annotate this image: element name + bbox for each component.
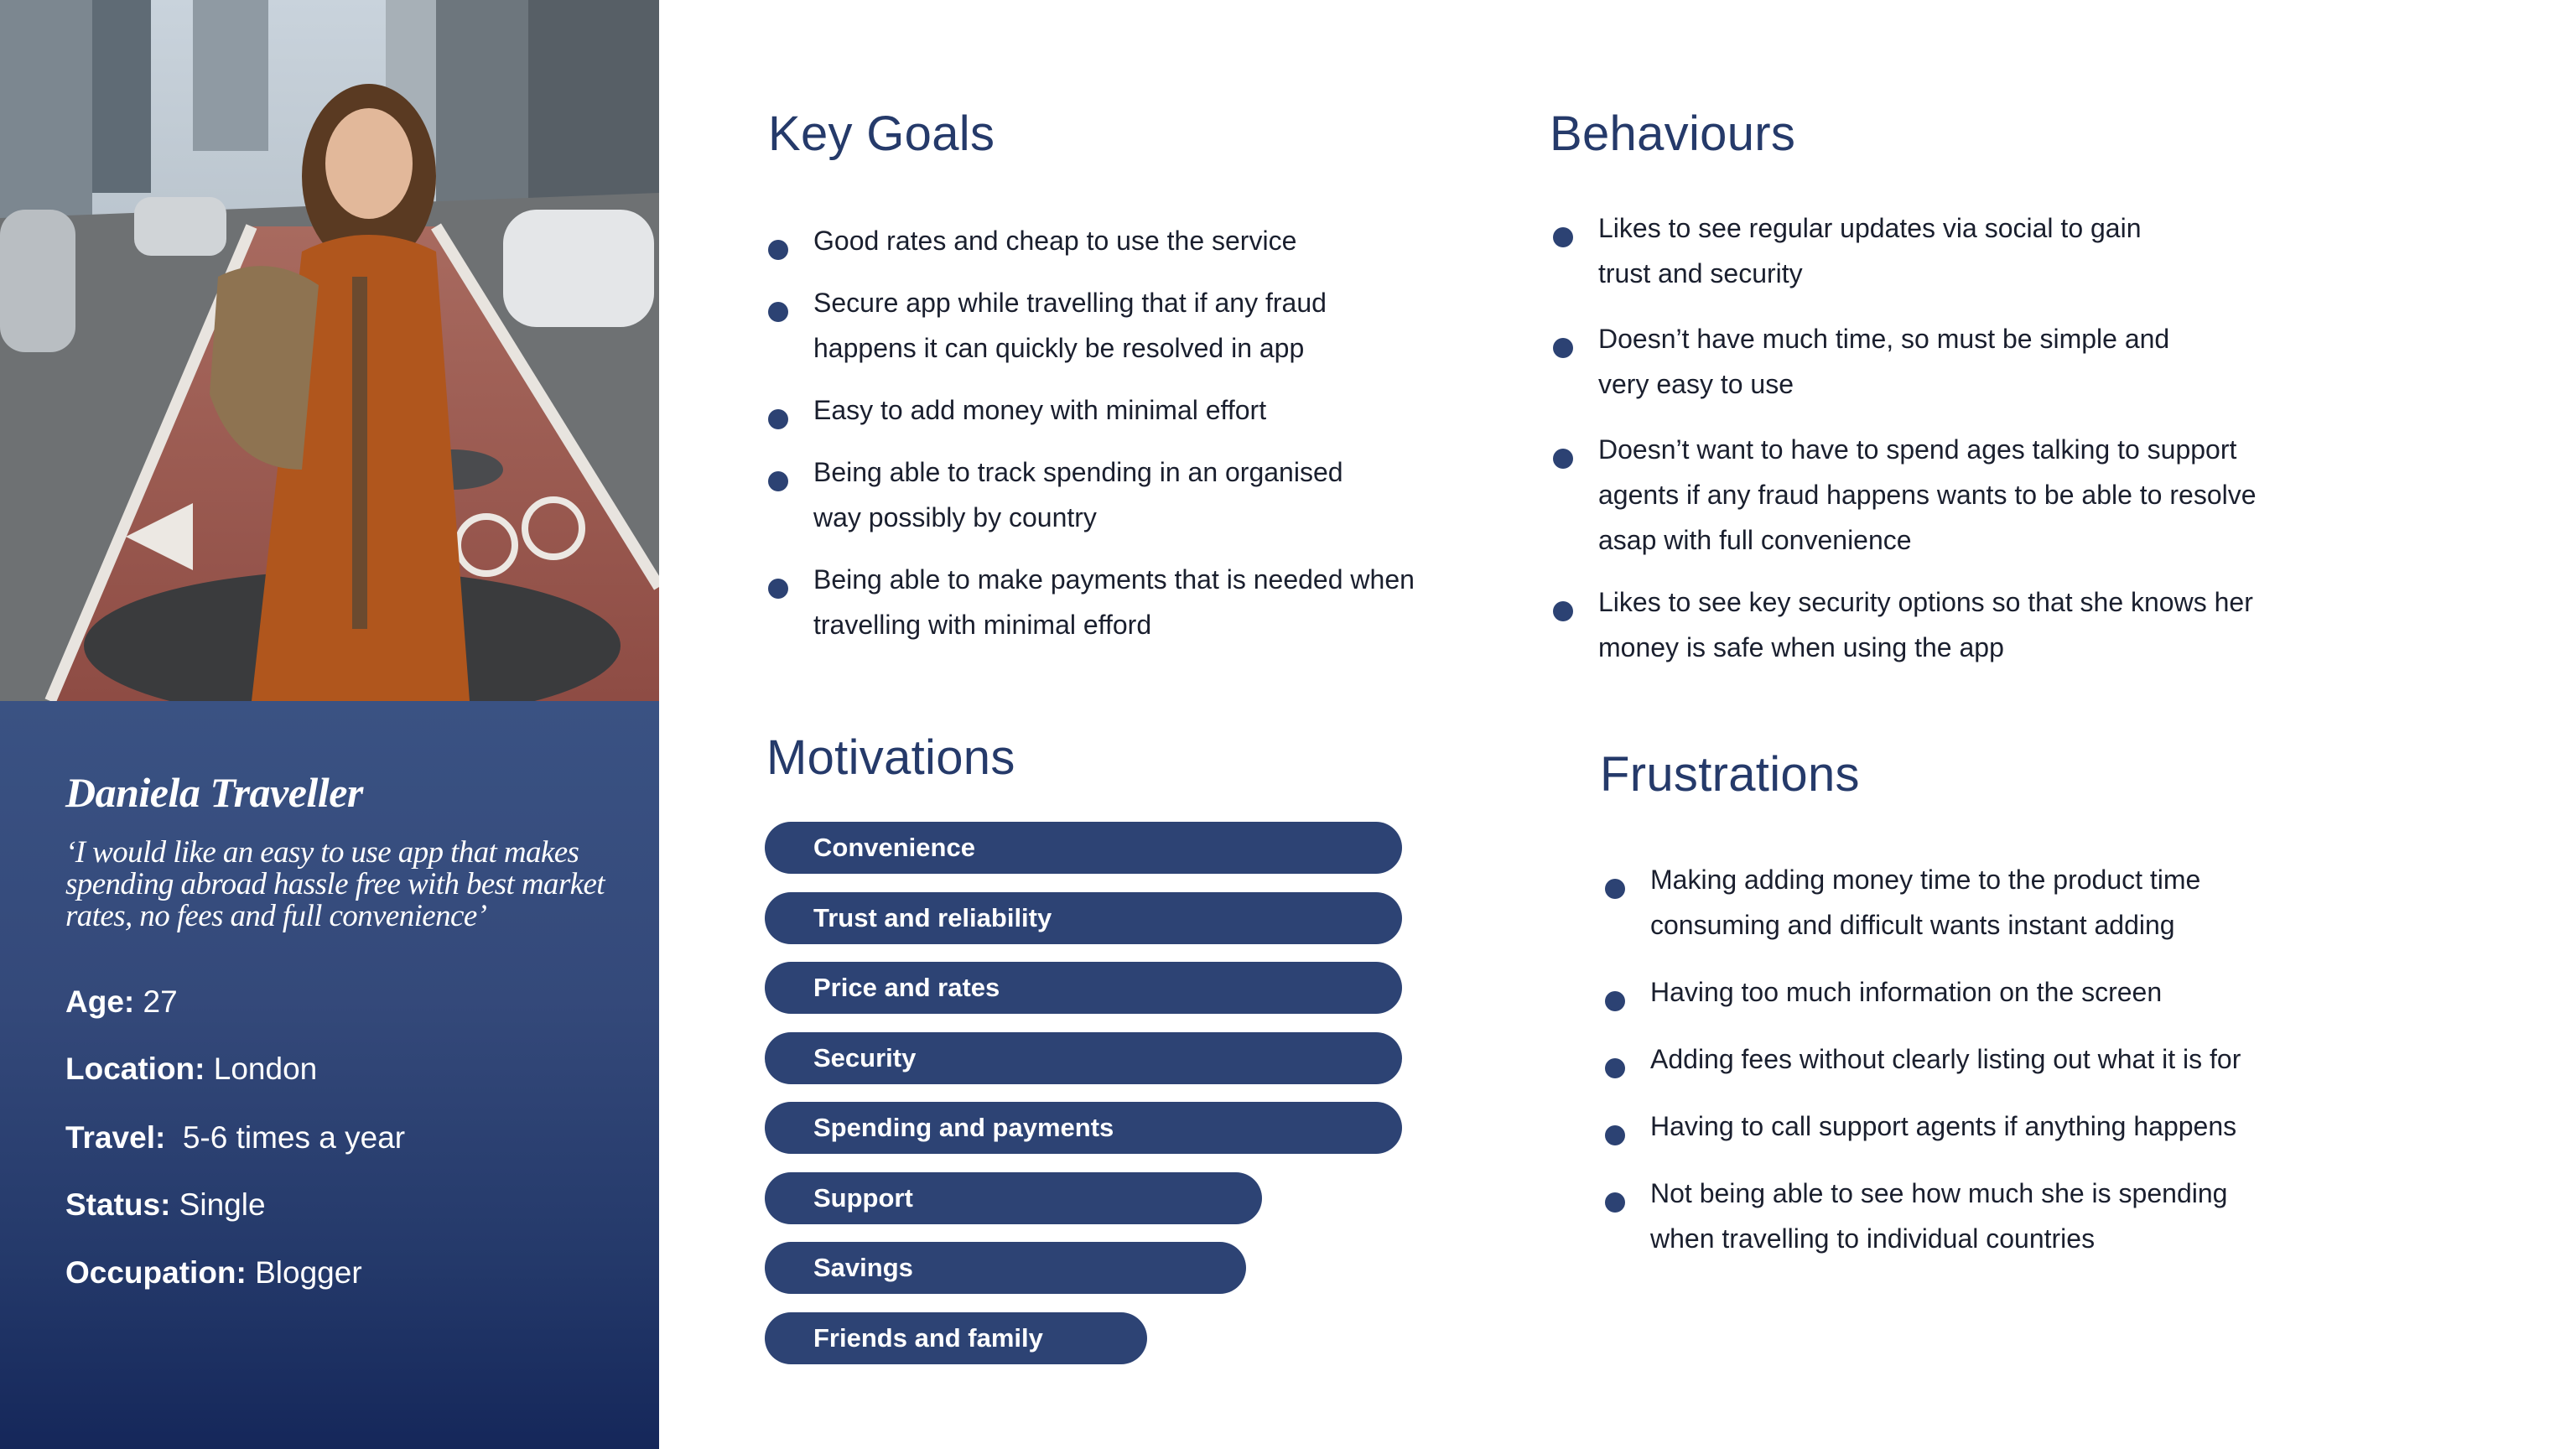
bullet-icon bbox=[1553, 338, 1573, 358]
bullet-icon bbox=[1605, 1058, 1625, 1078]
motivations-heading: Motivations bbox=[766, 730, 1015, 785]
detail-occupation: Occupation: Blogger bbox=[65, 1255, 362, 1290]
detail-age: Age: 27 bbox=[65, 984, 178, 1019]
bullet-icon bbox=[768, 240, 788, 260]
motivation-label: Spending and payments bbox=[813, 1113, 1114, 1142]
bullet-icon bbox=[768, 302, 788, 322]
bullet-icon bbox=[1605, 991, 1625, 1011]
motivation-bar bbox=[765, 892, 1402, 944]
list-item: Easy to add money with minimal effort bbox=[813, 387, 1484, 433]
persona-profile bbox=[0, 701, 659, 1449]
bullet-icon bbox=[768, 409, 788, 429]
behaviours-list bbox=[1598, 205, 2353, 670]
motivation-label: Friends and family bbox=[813, 1323, 1043, 1353]
motivation-bar bbox=[765, 1242, 1246, 1294]
list-item: Doesn’t have much time, so must be simple and very easy to use bbox=[1598, 316, 2353, 407]
persona-photo bbox=[0, 0, 659, 701]
frustrations-heading: Frustrations bbox=[1600, 747, 1860, 802]
motivation-bar bbox=[765, 1312, 1147, 1364]
bullet-icon bbox=[768, 579, 788, 599]
detail-status: Status: Single bbox=[65, 1187, 266, 1222]
persona-panel bbox=[0, 0, 659, 1449]
motivation-label: Support bbox=[813, 1183, 913, 1213]
list-item: Being able to track spending in an organised way possibly by country bbox=[813, 449, 1484, 540]
bullet-icon bbox=[768, 471, 788, 491]
motivation-bar bbox=[765, 1102, 1402, 1154]
bullet-icon bbox=[1553, 449, 1573, 469]
list-item: Likes to see key security options so that she knows her money is safe when using the app bbox=[1598, 579, 2353, 670]
motivation-label: Convenience bbox=[813, 833, 975, 862]
list-item: Doesn’t want to have to spend ages talking to support agents if any fraud happens wants to be able to resolve asap with full convenience bbox=[1598, 427, 2353, 563]
motivation-bar bbox=[765, 1032, 1402, 1084]
motivation-label: Trust and reliability bbox=[813, 903, 1052, 932]
motivation-bar bbox=[765, 822, 1402, 874]
list-item: Having too much information on the screen bbox=[1650, 969, 2371, 1015]
list-item: Not being able to see how much she is spending when travelling to individual countries bbox=[1650, 1171, 2371, 1261]
bullet-icon bbox=[1605, 1125, 1625, 1145]
motivation-label: Savings bbox=[813, 1253, 913, 1282]
list-item: Having to call support agents if anything happens bbox=[1650, 1104, 2371, 1149]
persona-name: Daniela Traveller bbox=[65, 769, 363, 816]
bullet-icon bbox=[1605, 879, 1625, 899]
behaviours-heading: Behaviours bbox=[1550, 106, 1796, 161]
key-goals-heading: Key Goals bbox=[768, 106, 995, 161]
list-item: Secure app while travelling that if any fraud happens it can quickly be resolved in app bbox=[813, 280, 1484, 371]
bullet-icon bbox=[1553, 601, 1573, 621]
list-item: Making adding money time to the product time consuming and difficult wants instant adding bbox=[1650, 857, 2371, 948]
bullet-icon bbox=[1553, 227, 1573, 247]
bullet-icon bbox=[1605, 1192, 1625, 1213]
list-item: Good rates and cheap to use the service bbox=[813, 218, 1484, 263]
motivation-label: Security bbox=[813, 1043, 917, 1072]
list-item: Adding fees without clearly listing out what it is for bbox=[1650, 1036, 2371, 1082]
list-item: Being able to make payments that is needed when travelling with minimal efford bbox=[813, 557, 1484, 647]
frustrations-list bbox=[1650, 857, 2371, 1261]
detail-location: Location: London bbox=[65, 1052, 318, 1086]
detail-travel: Travel: 5-6 times a year bbox=[65, 1120, 406, 1155]
list-item: Likes to see regular updates via social to gain trust and security bbox=[1598, 205, 2353, 296]
persona-quote: ‘I would like an easy to use app that makes spending abroad hassle free with best market rates, no fees and full convenience’ bbox=[65, 835, 605, 933]
motivation-label: Price and rates bbox=[813, 973, 1000, 1002]
key-goals-list bbox=[813, 218, 1484, 647]
motivation-bar bbox=[765, 1172, 1262, 1224]
motivation-bar bbox=[765, 962, 1402, 1014]
